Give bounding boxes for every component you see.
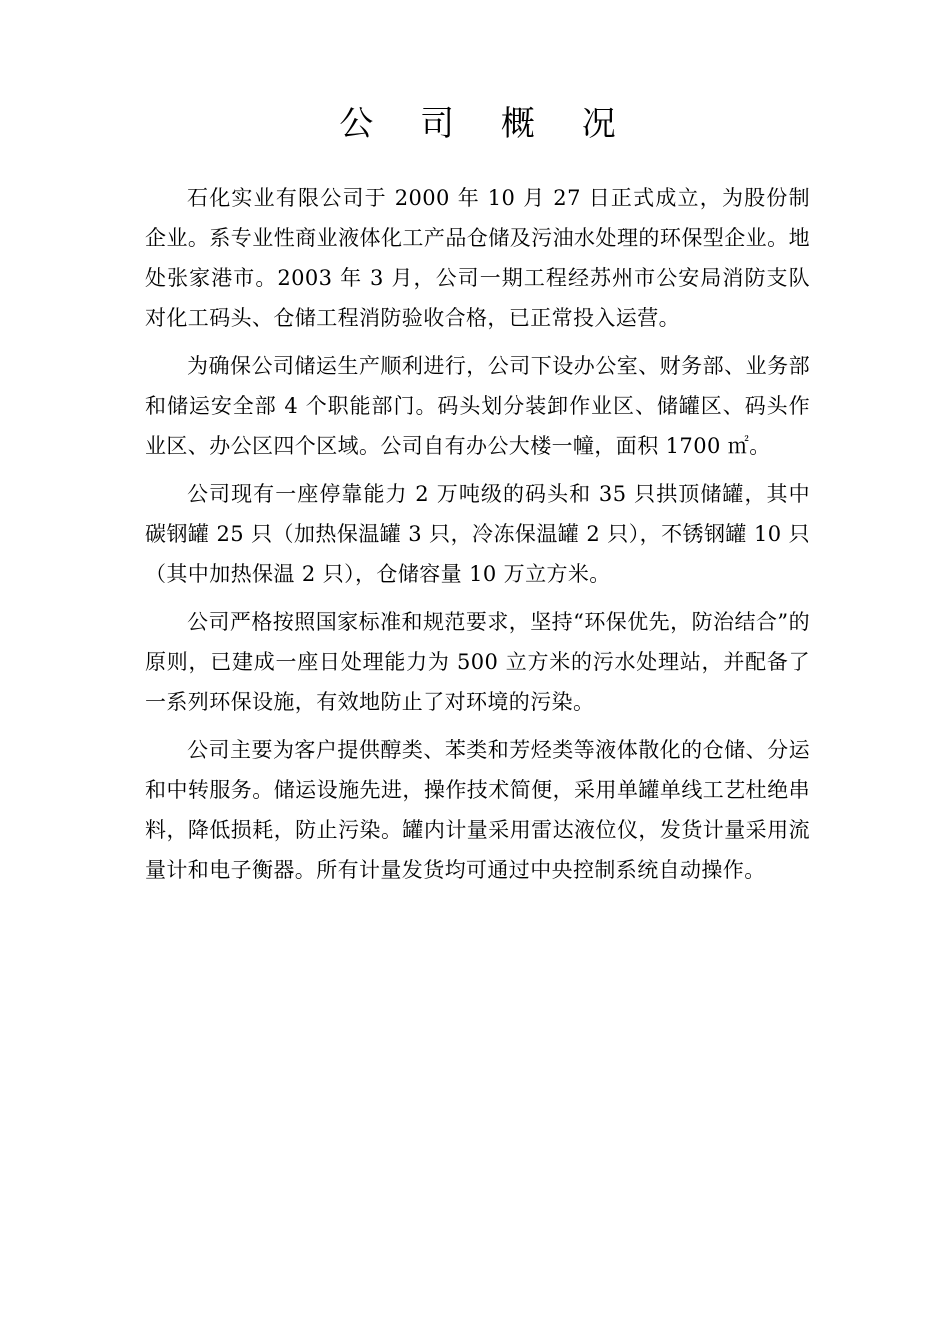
paragraph-departments: 为确保公司储运生产顺利进行，公司下设办公室、财务部、业务部和储运安全部 4 个职能部门。码头划分装卸作业区、储罐区、码头作业区、办公区四个区域。公司自有办公大楼一幢，面积 1700 ㎡。 bbox=[145, 354, 810, 458]
paragraph-environment: 公司严格按照国家标准和规范要求，坚持“环保优先，防治结合”的原则，已建成一座日处理能力为 500 立方米的污水处理站，并配备了一系列环保设施，有效地防止了对环境的污染。 bbox=[145, 610, 810, 714]
document-page bbox=[145, 100, 810, 898]
paragraph-facilities: 公司现有一座停靠能力 2 万吨级的码头和 35 只拱顶储罐，其中碳钢罐 25 只（加热保温罐 3 只，冷冻保温罐 2 只），不锈钢罐 10 只（其中加热保温 2 只），仓储容量 10 万立方米。 bbox=[145, 482, 810, 586]
document-title: 公 司 概 况 bbox=[339, 104, 634, 144]
paragraph-founding: 石化实业有限公司于 2000 年 10 月 27 日正式成立，为股份制企业。系专业性商业液体化工产品仓储及污油水处理的环保型企业。地处张家港市。2003 年 3 月，公司一期工程经苏州市公安局消防支队对化工码头、仓储工程消防验收合格，已正常投入运营。 bbox=[145, 186, 810, 330]
paragraph-services: 公司主要为客户提供醇类、苯类和芳烃类等液体散化的仓储、分运和中转服务。储运设施先进，操作技术简便，采用单罐单线工艺杜绝串料，降低损耗，防止污染。罐内计量采用雷达液位仪，发货计量采用流量计和电子衡器。所有计量发货均可通过中央控制系统自动操作。 bbox=[145, 738, 810, 882]
